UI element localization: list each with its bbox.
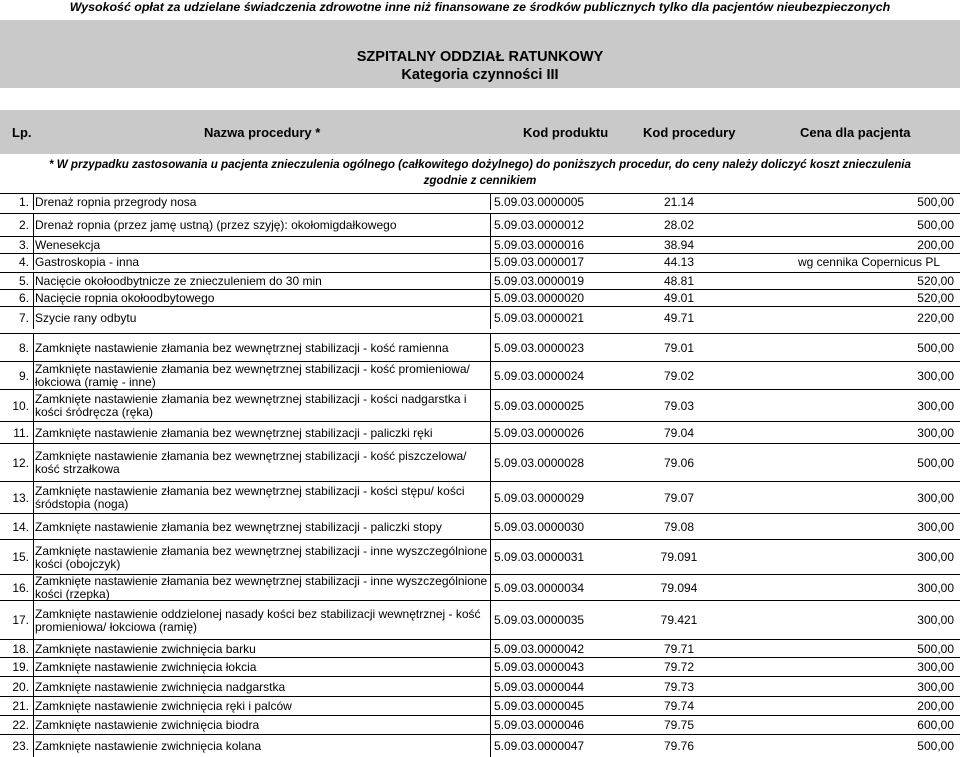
row-product-code-text: 5.09.03.0000021 — [494, 310, 585, 325]
row-procedure-name-text: Zamknięte nastawienie zwichnięcia nadgarstka — [35, 679, 286, 694]
row-price-text: 300,00 — [917, 490, 954, 505]
table-row — [0, 289, 960, 306]
table-row — [0, 639, 960, 658]
row-price — [744, 214, 954, 236]
row-price — [744, 334, 954, 362]
row-product-code — [494, 194, 614, 210]
row-price-text: 300,00 — [917, 425, 954, 440]
row-product-code-text: 5.09.03.0000043 — [494, 660, 585, 674]
row-product-code — [494, 444, 614, 482]
row-price — [744, 677, 954, 697]
row-product-code — [494, 273, 614, 289]
table-row — [0, 539, 960, 575]
row-procedure-code — [614, 273, 744, 289]
row-procedure-code-text: 79.72 — [663, 660, 695, 674]
row-price — [744, 540, 954, 575]
category-label: Kategoria czynności III — [401, 67, 559, 83]
row-product-code — [494, 422, 614, 444]
row-procedure-name — [35, 735, 491, 757]
row-price — [744, 362, 954, 390]
row-lp-text: 7. — [18, 310, 29, 325]
row-procedure-name-text: Nacięcie okołoodbytnicze ze znieczuleniem do 30 min — [35, 273, 322, 288]
row-procedure-name — [35, 362, 491, 390]
row-procedure-code-text: 79.01 — [663, 340, 695, 355]
row-lp — [0, 677, 34, 697]
row-procedure-code-text: 79.71 — [663, 641, 695, 656]
row-procedure-code — [614, 214, 744, 236]
row-procedure-code — [614, 307, 744, 329]
row-product-code-text: 5.09.03.0000026 — [494, 425, 585, 440]
row-product-code — [494, 575, 614, 601]
row-procedure-name-text: Zamknięte nastawienie złamania bez wewnętrznej stabilizacji - paliczki ręki — [35, 425, 433, 440]
row-procedure-code — [614, 422, 744, 444]
row-lp — [0, 540, 34, 575]
row-procedure-name — [35, 658, 491, 677]
row-product-code — [494, 334, 614, 362]
row-price-text: 500,00 — [917, 641, 954, 656]
row-lp — [0, 697, 34, 716]
row-lp-text: 12. — [12, 455, 29, 470]
row-procedure-name-text: Zamknięte nastawienie zwichnięcia ręki i palców — [35, 699, 292, 713]
row-product-code-text: 5.09.03.0000046 — [494, 718, 585, 732]
row-procedure-code-text: 79.03 — [663, 398, 695, 413]
row-price-text: 300,00 — [917, 679, 954, 694]
row-product-code-text: 5.09.03.0000028 — [494, 455, 585, 470]
row-procedure-name-text: Drenaż ropnia przegrody nosa — [35, 194, 197, 209]
row-price — [744, 640, 954, 658]
row-procedure-code-text: 79.74 — [663, 699, 695, 713]
row-lp — [0, 290, 34, 306]
row-lp-text: 19. — [12, 660, 29, 674]
row-lp — [0, 390, 34, 422]
table-row — [0, 696, 960, 716]
row-price-text: 520,00 — [917, 290, 954, 305]
row-product-code-text: 5.09.03.0000034 — [494, 580, 585, 595]
row-lp — [0, 307, 34, 329]
row-lp — [0, 514, 34, 540]
row-procedure-name-text: Zamknięte nastawienie złamania bez wewnętrznej stabilizacji - kość piszczelowa/ kość strzałkowa — [35, 449, 467, 476]
anesthesia-note: * W przypadku zastosowania u pacjenta znieczulenia ogólnego (całkowitego dożylnego) do poniższych procedur, do ceny należy doliczyć koszt znieczulenia zgodnie z cennikiem — [49, 158, 911, 187]
row-lp — [0, 273, 34, 289]
row-procedure-code — [614, 601, 744, 640]
row-lp-text: 17. — [12, 613, 29, 627]
row-procedure-code — [614, 194, 744, 210]
row-procedure-code — [614, 362, 744, 390]
row-procedure-code-text: 79.06 — [663, 455, 695, 470]
table-row — [0, 443, 960, 482]
row-price-text: 300,00 — [917, 613, 954, 627]
row-product-code-text: 5.09.03.0000012 — [494, 217, 585, 232]
row-product-code — [494, 482, 614, 514]
row-procedure-code-text: 79.091 — [660, 550, 698, 564]
row-lp-text: 3. — [18, 237, 29, 252]
row-price — [744, 735, 954, 757]
column-header-product-code: Kod produktu — [523, 125, 609, 140]
row-procedure-name — [35, 273, 491, 289]
row-procedure-name — [35, 575, 491, 601]
row-lp-text: 23. — [12, 738, 29, 753]
row-lp — [0, 422, 34, 444]
row-price — [744, 273, 954, 289]
row-product-code — [494, 658, 614, 677]
table-row — [0, 213, 960, 236]
row-procedure-code-text: 79.094 — [660, 580, 698, 595]
row-lp — [0, 640, 34, 658]
row-procedure-code-text: 79.04 — [663, 425, 695, 440]
row-procedure-code — [614, 482, 744, 514]
row-lp-text: 10. — [12, 398, 29, 413]
table-row — [0, 676, 960, 697]
row-lp — [0, 575, 34, 601]
row-price-text: 600,00 — [917, 718, 954, 732]
row-lp — [0, 735, 34, 757]
row-product-code-text: 5.09.03.0000045 — [494, 699, 585, 713]
row-procedure-name-text: Nacięcie ropnia okołoodbytowego — [35, 290, 215, 305]
table-row — [0, 574, 960, 601]
row-procedure-name — [35, 290, 491, 306]
row-price — [744, 290, 954, 306]
row-product-code — [494, 640, 614, 658]
row-lp-text: 2. — [18, 217, 29, 232]
row-lp — [0, 482, 34, 514]
table-row — [0, 734, 960, 757]
row-lp-text: 16. — [12, 580, 29, 595]
row-procedure-code-text: 38.94 — [663, 237, 695, 252]
row-procedure-code — [614, 640, 744, 658]
row-price-text: 500,00 — [917, 738, 954, 753]
row-procedure-name-text: Zamknięte nastawienie złamania bez wewnętrznej stabilizacji - kość promieniowa/ łokciowa (ramię - inne) — [35, 362, 470, 389]
row-procedure-name-text: Zamknięte nastawienie zwichnięcia kolana — [35, 738, 262, 753]
row-procedure-name — [35, 307, 491, 329]
row-product-code-text: 5.09.03.0000019 — [494, 273, 585, 288]
row-procedure-code-text: 79.75 — [663, 718, 695, 732]
column-header-name: Nazwa procedury * — [204, 125, 321, 140]
row-lp-text: 20. — [12, 679, 29, 694]
row-price-text: 300,00 — [917, 550, 954, 564]
row-procedure-code — [614, 390, 744, 422]
row-procedure-code — [614, 575, 744, 601]
row-procedure-name — [35, 334, 491, 362]
row-product-code — [494, 697, 614, 716]
row-procedure-code-text: 79.421 — [660, 613, 698, 627]
row-procedure-code-text: 49.01 — [663, 290, 695, 305]
row-price — [744, 575, 954, 601]
row-procedure-name — [35, 514, 491, 540]
row-price-text: 500,00 — [917, 194, 954, 209]
row-procedure-name-text: Zamknięte nastawienie zwichnięcia biodra — [35, 718, 260, 732]
row-procedure-code-text: 49.71 — [663, 310, 695, 325]
row-product-code — [494, 307, 614, 329]
row-price-text: 300,00 — [917, 398, 954, 413]
ward-name: SZPITALNY ODDZIAŁ RATUNKOWY — [356, 49, 604, 65]
row-lp-text: 21. — [12, 699, 29, 713]
row-price — [744, 444, 954, 482]
row-procedure-code — [614, 254, 744, 270]
row-product-code-text: 5.09.03.0000023 — [494, 340, 585, 355]
row-price-text: 500,00 — [917, 340, 954, 355]
row-price-text: wg cennika Copernicus PL — [797, 254, 941, 269]
row-lp — [0, 254, 34, 270]
table-row — [0, 306, 960, 329]
table-row — [0, 481, 960, 514]
row-product-code — [494, 237, 614, 253]
row-price — [744, 307, 954, 329]
row-procedure-name — [35, 390, 491, 422]
table-row — [0, 421, 960, 444]
row-product-code-text: 5.09.03.0000025 — [494, 398, 585, 413]
row-procedure-name-text: Gastroskopia - inna — [35, 254, 140, 269]
row-product-code-text: 5.09.03.0000030 — [494, 519, 585, 534]
row-procedure-code — [614, 444, 744, 482]
row-procedure-name-text: Zamknięte nastawienie złamania bez wewnętrznej stabilizacji - kości stępu/ kości śródstopia (noga) — [35, 484, 465, 511]
row-price-text: 300,00 — [917, 519, 954, 534]
row-price-text: 200,00 — [917, 237, 954, 252]
row-product-code — [494, 601, 614, 640]
table-row — [0, 236, 960, 253]
row-lp — [0, 362, 34, 390]
document-title: Wysokość opłat za udzielane świadczenia zdrowotne inne niż finansowane ze środków publicznych tylko dla pacjentów nieubezpieczonych — [69, 0, 891, 14]
row-procedure-name-text: Drenaż ropnia (przez jamę ustną) (przez szyję): okołomigdałkowego — [35, 217, 397, 232]
row-lp-text: 8. — [18, 340, 29, 355]
row-product-code — [494, 254, 614, 270]
row-product-code — [494, 735, 614, 757]
row-procedure-name — [35, 601, 491, 640]
row-lp — [0, 444, 34, 482]
row-procedure-name-text: Zamknięte nastawienie złamania bez wewnętrznej stabilizacji - kości nadgarstka i kości śródręcza (ręka) — [35, 392, 467, 419]
row-price — [744, 716, 954, 735]
row-lp-text: 5. — [18, 273, 29, 288]
row-procedure-code-text: 44.13 — [663, 254, 695, 269]
column-header-lp: Lp. — [12, 125, 32, 140]
table-row — [0, 715, 960, 735]
row-lp-text: 1. — [18, 194, 29, 209]
row-lp — [0, 601, 34, 640]
column-header-price: Cena dla pacjenta — [800, 125, 911, 140]
row-procedure-name — [35, 716, 491, 735]
row-procedure-name-text: Zamknięte nastawienie złamania bez wewnętrznej stabilizacji - inne wyszczególnione kości (rzepka) — [35, 574, 488, 601]
row-price — [744, 254, 960, 270]
row-price — [744, 482, 954, 514]
table-row — [0, 253, 960, 270]
table-row — [0, 657, 960, 677]
row-lp-text: 14. — [12, 519, 29, 534]
row-lp-text: 15. — [12, 550, 29, 564]
row-procedure-code — [614, 334, 744, 362]
table-row — [0, 513, 960, 540]
row-procedure-code — [614, 540, 744, 575]
row-product-code — [494, 290, 614, 306]
row-procedure-code — [614, 716, 744, 735]
row-price — [744, 514, 954, 540]
row-procedure-code-text: 28.02 — [663, 217, 695, 232]
row-product-code-text: 5.09.03.0000047 — [494, 738, 585, 753]
row-procedure-name-text: Zamknięte nastawienie złamania bez wewnętrznej stabilizacji - inne wyszczególnione kości (obojczyk) — [35, 543, 488, 571]
table-row — [0, 600, 960, 640]
row-price — [744, 422, 954, 444]
row-product-code-text: 5.09.03.0000016 — [494, 237, 585, 252]
row-lp-text: 9. — [18, 368, 29, 383]
row-product-code-text: 5.09.03.0000005 — [494, 194, 585, 209]
row-procedure-name-text: Zamknięte nastawienie złamania bez wewnętrznej stabilizacji - kość ramienna — [35, 340, 449, 355]
row-price — [744, 390, 954, 422]
row-lp — [0, 194, 34, 210]
row-product-code-text: 5.09.03.0000020 — [494, 290, 585, 305]
row-procedure-name-text: Zamknięte nastawienie zwichnięcia barku — [35, 641, 256, 656]
row-lp-text: 11. — [13, 425, 29, 440]
row-lp — [0, 214, 34, 236]
row-procedure-code — [614, 697, 744, 716]
row-price-text: 500,00 — [917, 217, 954, 232]
row-price — [744, 697, 954, 716]
row-product-code — [494, 540, 614, 575]
row-procedure-name — [35, 254, 491, 270]
row-procedure-code — [614, 677, 744, 697]
row-product-code-text: 5.09.03.0000017 — [494, 254, 585, 269]
row-price-text: 200,00 — [917, 699, 954, 713]
row-product-code-text: 5.09.03.0000035 — [494, 613, 585, 627]
row-product-code — [494, 390, 614, 422]
row-product-code — [494, 214, 614, 236]
row-price-text: 300,00 — [917, 368, 954, 383]
row-product-code-text: 5.09.03.0000044 — [494, 679, 585, 694]
row-product-code-text: 5.09.03.0000024 — [494, 368, 585, 383]
row-procedure-name — [35, 540, 491, 575]
row-procedure-code-text: 21.14 — [663, 194, 695, 209]
row-procedure-name-text: Wenesekcja — [35, 237, 101, 252]
row-product-code — [494, 677, 614, 697]
row-procedure-code — [614, 290, 744, 306]
row-price-text: 500,00 — [917, 455, 954, 470]
row-procedure-code-text: 79.73 — [663, 679, 695, 694]
row-lp — [0, 716, 34, 735]
row-price — [744, 194, 954, 210]
row-procedure-code — [614, 514, 744, 540]
row-procedure-name — [35, 422, 491, 444]
row-procedure-name — [35, 677, 491, 697]
row-price-text: 300,00 — [917, 580, 954, 595]
column-header-procedure-code: Kod procedury — [643, 125, 736, 140]
row-lp-text: 4. — [18, 254, 29, 269]
row-lp-text: 13. — [12, 490, 29, 505]
row-procedure-name-text: Szycie rany odbytu — [35, 310, 137, 325]
row-procedure-code — [614, 237, 744, 253]
row-procedure-name-text: Zamknięte nastawienie złamania bez wewnętrznej stabilizacji - paliczki stopy — [35, 519, 442, 534]
row-lp-text: 6. — [18, 290, 29, 305]
table-row — [0, 193, 960, 210]
row-procedure-code-text: 79.02 — [663, 368, 695, 383]
row-price-text: 520,00 — [917, 273, 954, 288]
row-procedure-code-text: 79.08 — [663, 519, 695, 534]
row-lp-text: 22. — [12, 718, 29, 732]
row-price-text: 300,00 — [917, 660, 954, 674]
row-lp — [0, 237, 34, 253]
row-procedure-code-text: 79.07 — [663, 490, 695, 505]
row-procedure-code-text: 79.76 — [663, 738, 695, 753]
row-procedure-code — [614, 658, 744, 677]
table-row — [0, 333, 960, 362]
row-procedure-name — [35, 482, 491, 514]
row-procedure-name — [35, 237, 491, 253]
row-procedure-name — [35, 214, 491, 236]
row-procedure-code-text: 48.81 — [663, 273, 695, 288]
row-procedure-name-text: Zamknięte nastawienie oddzielonej nasady kości bez stabilizacji wewnętrznej - kość promieniowa/ łokciowa (ramię) — [35, 606, 481, 634]
table-row — [0, 272, 960, 289]
row-procedure-name — [35, 640, 491, 658]
row-lp — [0, 658, 34, 677]
row-lp — [0, 334, 34, 362]
row-product-code — [494, 716, 614, 735]
row-procedure-name — [35, 697, 491, 716]
row-procedure-name-text: Zamknięte nastawienie zwichnięcia łokcia — [35, 660, 257, 674]
row-price-text: 220,00 — [917, 310, 954, 325]
table-row — [0, 361, 960, 390]
row-price — [744, 601, 954, 640]
row-product-code — [494, 362, 614, 390]
row-product-code-text: 5.09.03.0000029 — [494, 490, 585, 505]
row-procedure-name — [35, 444, 491, 482]
row-procedure-code — [614, 735, 744, 757]
row-lp-text: 18. — [12, 641, 29, 656]
row-product-code — [494, 514, 614, 540]
table-row — [0, 389, 960, 422]
row-product-code-text: 5.09.03.0000031 — [494, 550, 585, 564]
row-procedure-name — [35, 194, 491, 210]
row-product-code-text: 5.09.03.0000042 — [494, 641, 585, 656]
row-price — [744, 658, 954, 677]
row-price — [744, 237, 954, 253]
